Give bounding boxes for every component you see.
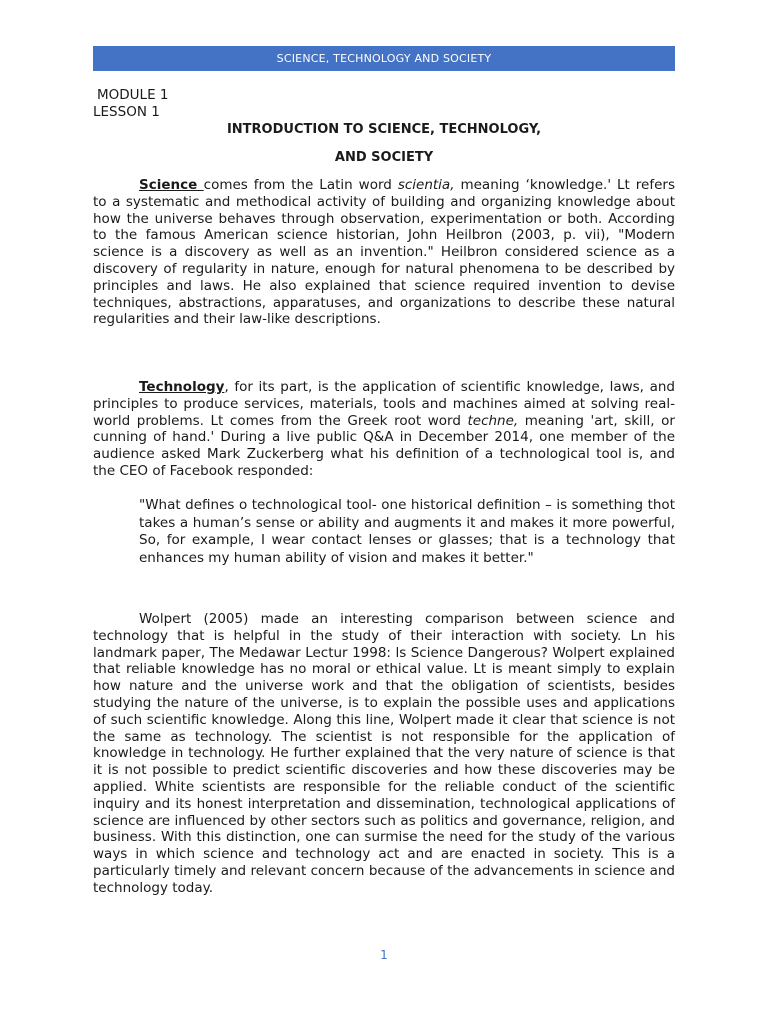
greek-word: techne,: [467, 412, 519, 429]
latin-word: scientia,: [397, 177, 455, 193]
paragraph-wolpert: [93, 611, 675, 897]
paragraph-science-text-a: comes from the Latin word: [203, 177, 398, 193]
module-label: MODULE 1: [97, 87, 169, 103]
header-bar: [93, 46, 675, 71]
paragraph-wolpert-text: Wolpert (2005) made an interesting comparison between science and technology that is helpful in the study of their interaction with society. Ln his landmark paper, The Medawar Lectur 1998: ls Science Dangerous? Wolpert explained that reliable knowledge has no moral or ethical value. Lt is meant simply to explain how nature and the universe work and that the obligation of scientists, besides studying the nature of the universe, is to explain the possible uses and applications of such scientific knowledge. Along this line, Wolpert made it clear that science is not the same as technology. The scientist is not responsible for the application of knowledge in technology. He further explained that the very nature of science is that it is not possible to predict scientific discoveries and how these discoveries may be applied. White scientists are responsible for the reliable conduct of the scientific inquiry and its honest interpretation and dissemination, technological applications of science are influenced by other sectors such as politics and governance, religion, and business. With this distinction, one can surmise the need for the study of the various ways in which science and technology act and are enacted in society. This is a particularly timely and relevant concern because of the advancements in science and technology today.: [93, 611, 675, 896]
paragraph-technology-text-b: meaning 'art, skill, or cunning of hand.' During a live public Q&A in December 2014, one member of the audience asked Mark Zuckerberg what his definition of a technological tool is, and the CEO of Facebook responded:: [93, 412, 675, 479]
paragraph-science: [93, 177, 675, 328]
paragraph-technology: [93, 379, 675, 480]
page-number: 1: [380, 948, 388, 962]
paragraph-science-text-b: meaning ‘knowledge.' Lt refers to a systematic and methodical activity of building and organizing knowledge about how the universe behaves through observation, experimentation or both. According to the famous American science historian, John Heilbron (2003, p. vii), "Modern science is a discovery as well as an invention." Heilbron considered science as a discovery of regularity in nature, enough for natural phenomena to be described by principles and laws. He also explained that science required invention to devise techniques, abstractions, apparatuses, and organizations to describe these natural regularities and their law-like descriptions.: [93, 177, 676, 328]
page-title-line-1: INTRODUCTION TO SCIENCE, TECHNOLOGY,: [226, 122, 542, 137]
header-title: SCIENCE, TECHNOLOGY AND SOCIETY: [276, 52, 492, 65]
paragraph-technology-text-a: , for its part, is the application of scientific knowledge, laws, and principles to produce services, materials, tools and machines aimed at solving real-world problems. Lt comes from the Greek root word: [93, 379, 675, 429]
term-science: Science: [139, 177, 204, 193]
page-title-line-2: AND SOCIETY: [334, 150, 434, 165]
term-technology: Technology: [139, 379, 225, 395]
zuckerberg-quote: "What defines o technological tool- one historical definition – is something thot takes a human’s sense or ability and augments it and makes it more powerful, So, for example, I wear contact lenses or glasses; that is a technology that enhances my human ability of vision and makes it better.": [139, 497, 675, 566]
lesson-label: LESSON 1: [93, 104, 160, 120]
